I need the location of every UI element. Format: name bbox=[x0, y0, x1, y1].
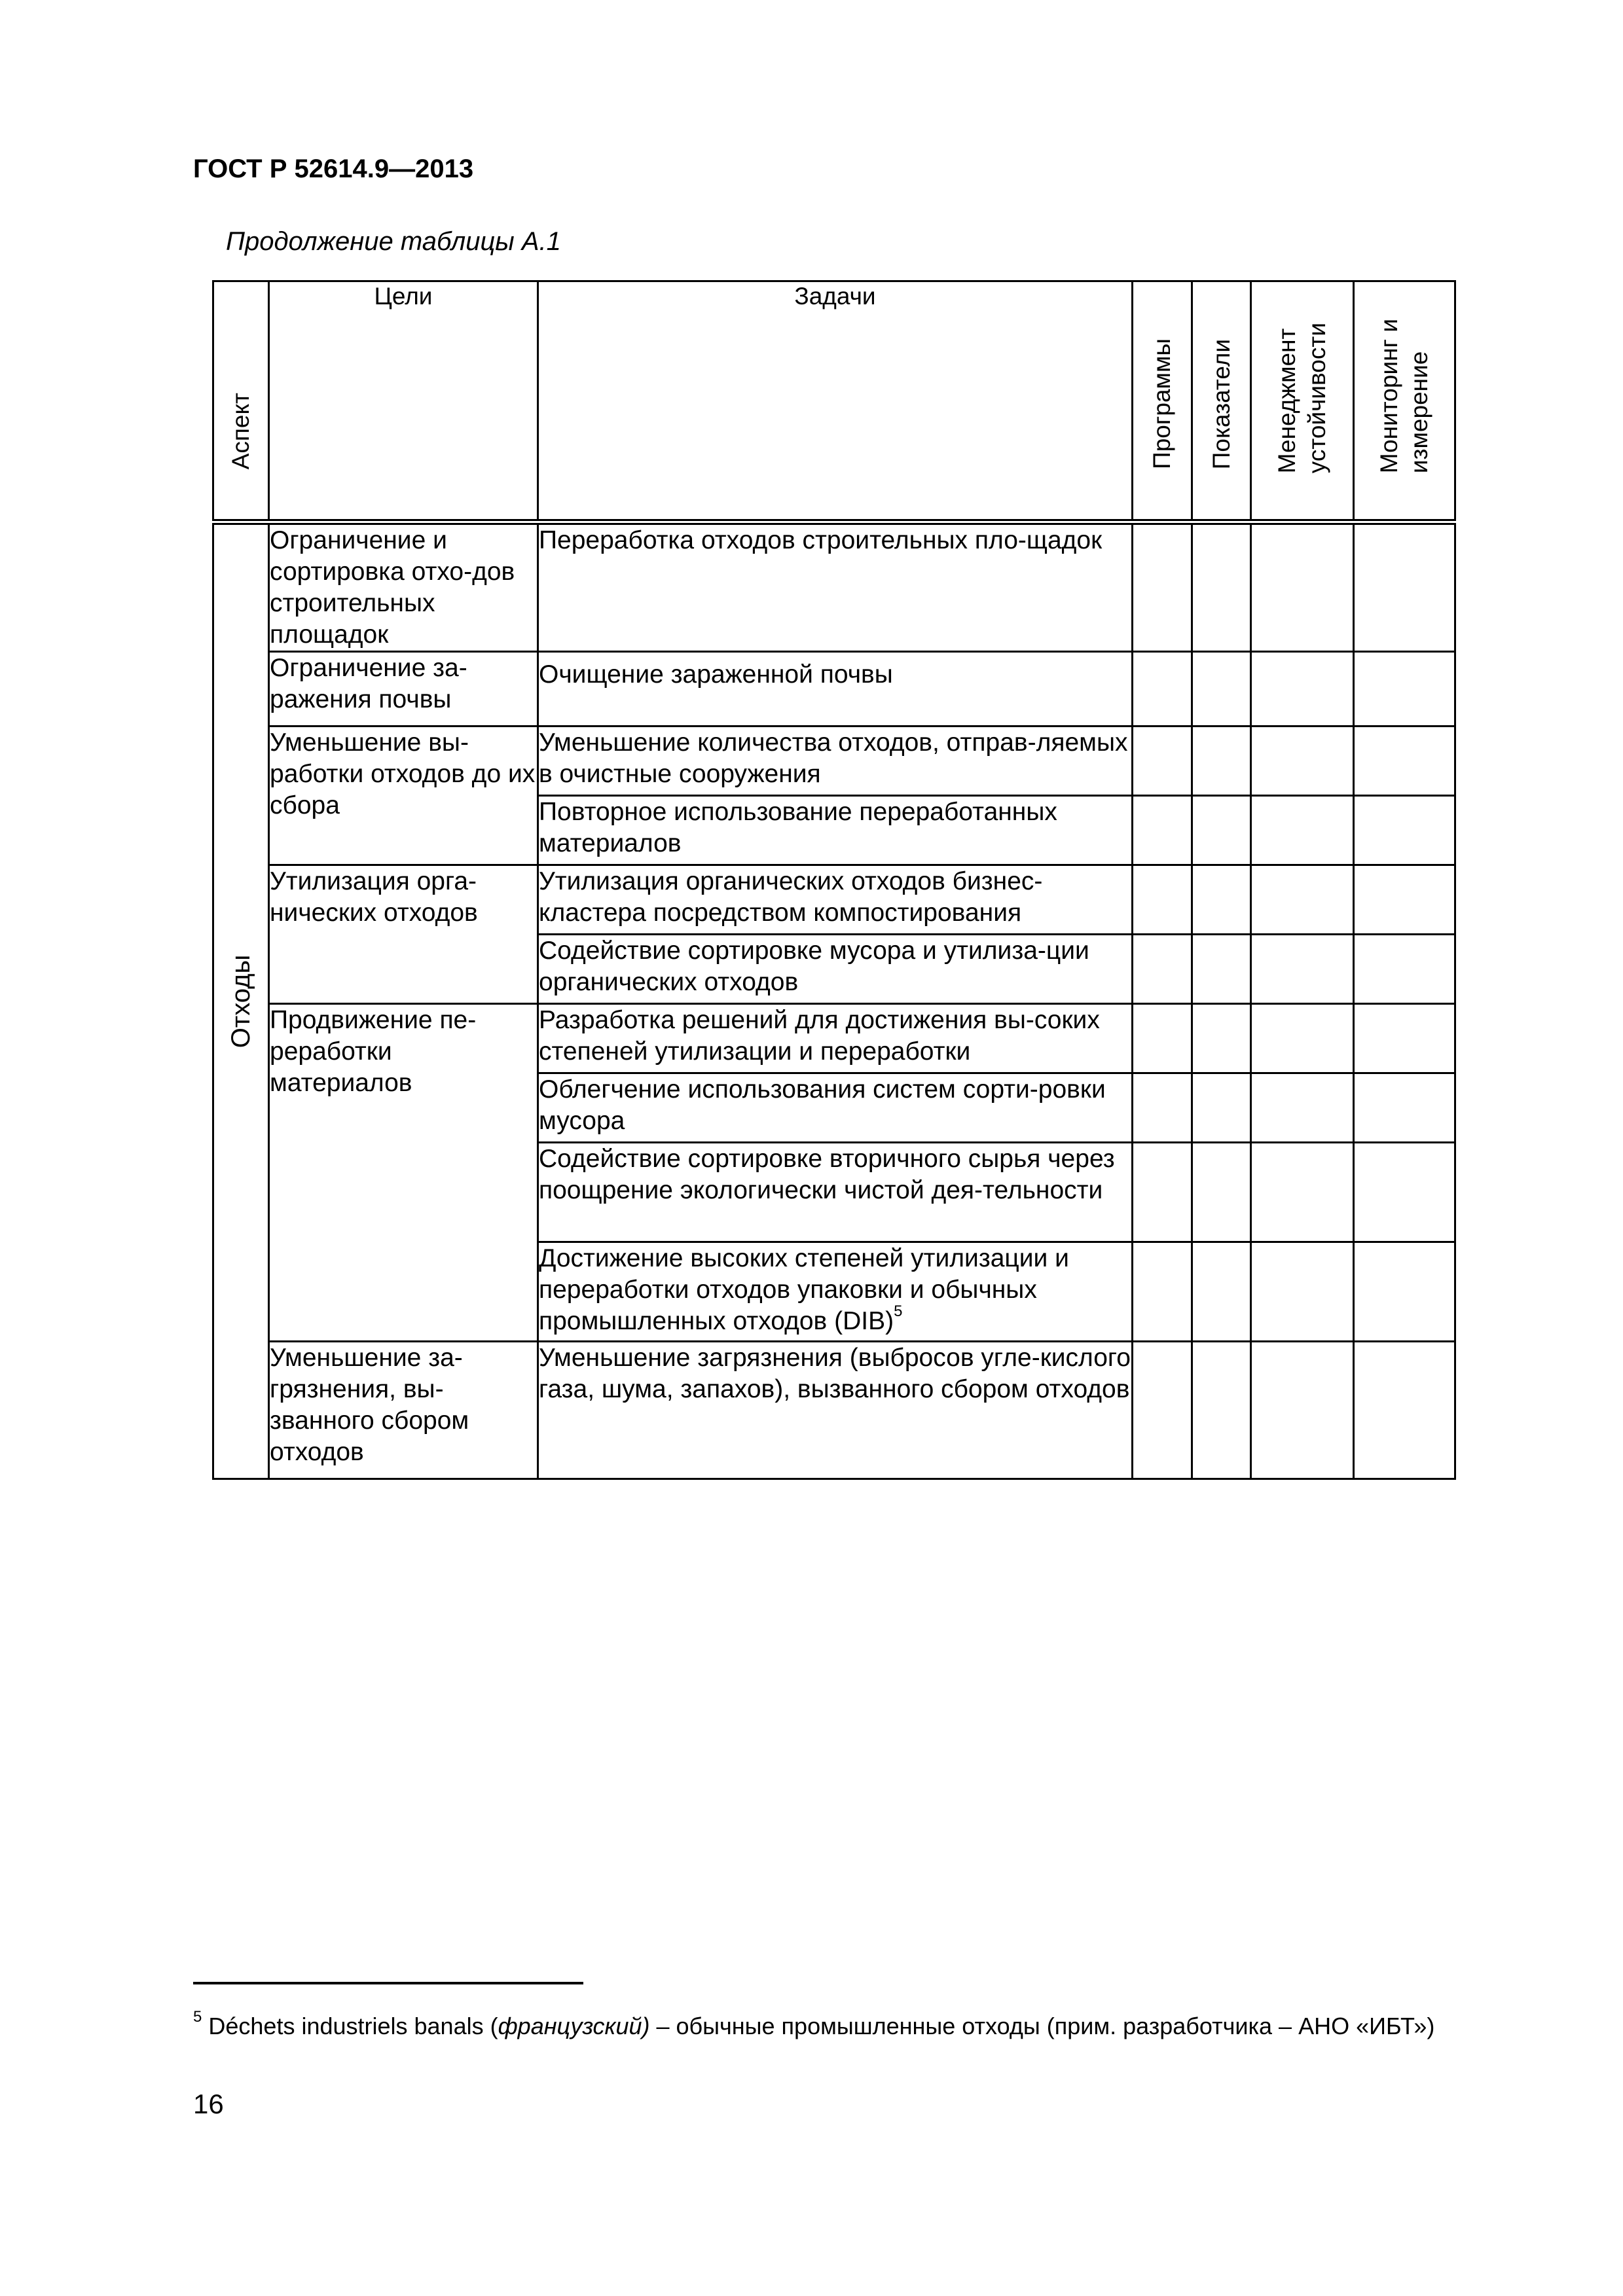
empty-cell bbox=[1133, 1073, 1192, 1143]
footnote-text-after: – обычные промышленные отходы (прим. разработчика – АНО «ИБТ») bbox=[649, 2013, 1435, 2039]
empty-cell bbox=[1133, 652, 1192, 726]
empty-cell bbox=[1133, 865, 1192, 935]
empty-cell bbox=[1192, 796, 1251, 865]
empty-cell bbox=[1354, 1342, 1455, 1479]
header-sustainability-label bbox=[1272, 323, 1332, 473]
empty-cell bbox=[1251, 1143, 1354, 1242]
empty-cell bbox=[1192, 1073, 1251, 1143]
empty-cell bbox=[1133, 522, 1192, 652]
empty-cell bbox=[1354, 865, 1455, 935]
task-cell bbox=[538, 1242, 1133, 1342]
document-code: ГОСТ Р 52614.9—2013 bbox=[193, 154, 474, 183]
empty-cell bbox=[1192, 522, 1251, 652]
table-row bbox=[213, 865, 1455, 935]
empty-cell bbox=[1192, 1242, 1251, 1342]
header-programs-label: Программы bbox=[1148, 338, 1175, 469]
empty-cell bbox=[1192, 652, 1251, 726]
table-row bbox=[213, 1004, 1455, 1073]
header-sustainability-line1: Менеджмент bbox=[1273, 328, 1300, 473]
task-cell: Утилизация органических отходов бизнес-кластера посредством компостирования bbox=[538, 865, 1133, 935]
empty-cell bbox=[1251, 1073, 1354, 1143]
goal-cell: Продвижение пе-реработки материалов bbox=[269, 1004, 538, 1342]
empty-cell bbox=[1192, 1342, 1251, 1479]
footnote bbox=[193, 2008, 1435, 2040]
task-cell: Содействие сортировке вторичного сырья через поощрение экологически чистой дея-тельности bbox=[538, 1143, 1133, 1242]
empty-cell bbox=[1251, 935, 1354, 1004]
empty-cell bbox=[1133, 935, 1192, 1004]
header-programs bbox=[1133, 281, 1192, 522]
goal-cell: Уменьшение за-грязнения, вы-званного сбором отходов bbox=[269, 1342, 538, 1479]
empty-cell bbox=[1251, 1242, 1354, 1342]
aspects-table bbox=[212, 280, 1456, 1480]
table-header-row bbox=[213, 281, 1455, 522]
empty-cell bbox=[1354, 1242, 1455, 1342]
empty-cell bbox=[1192, 726, 1251, 796]
header-monitoring-label bbox=[1374, 319, 1434, 473]
header-monitoring-line2: измерение bbox=[1406, 351, 1432, 473]
page-number: 16 bbox=[193, 2089, 224, 2119]
empty-cell bbox=[1133, 726, 1192, 796]
empty-cell bbox=[1133, 796, 1192, 865]
table-row bbox=[213, 1342, 1455, 1479]
empty-cell bbox=[1354, 1143, 1455, 1242]
footnote-separator bbox=[193, 1982, 583, 1984]
goal-cell: Утилизация орга-нических отходов bbox=[269, 865, 538, 1004]
goal-cell: Ограничение и сортировка отхо-дов строительных площадок bbox=[269, 522, 538, 652]
aspect-value: Отходы bbox=[227, 954, 255, 1049]
empty-cell bbox=[1354, 522, 1455, 652]
table-row bbox=[213, 522, 1455, 652]
header-goals: Цели bbox=[269, 281, 538, 522]
task-text: Достижение высоких степеней утилизации и переработки отходов упаковки и обычных промышленных отходов (DIB) bbox=[539, 1244, 1069, 1335]
empty-cell bbox=[1192, 935, 1251, 1004]
footnote-number: 5 bbox=[193, 2008, 202, 2026]
task-cell: Содействие сортировке мусора и утилиза-ции органических отходов bbox=[538, 935, 1133, 1004]
empty-cell bbox=[1251, 652, 1354, 726]
empty-cell bbox=[1133, 1004, 1192, 1073]
empty-cell bbox=[1192, 1143, 1251, 1242]
table-row bbox=[213, 652, 1455, 726]
footnote-ref: 5 bbox=[894, 1302, 903, 1320]
empty-cell bbox=[1354, 1004, 1455, 1073]
task-cell: Уменьшение количества отходов, отправ-ляемых в очистные сооружения bbox=[538, 726, 1133, 796]
empty-cell bbox=[1251, 865, 1354, 935]
empty-cell bbox=[1192, 1004, 1251, 1073]
empty-cell bbox=[1133, 1143, 1192, 1242]
task-cell: Разработка решений для достижения вы-соких степеней утилизации и переработки bbox=[538, 1004, 1133, 1073]
empty-cell bbox=[1251, 1342, 1354, 1479]
table-caption: Продолжение таблицы А.1 bbox=[226, 227, 561, 256]
empty-cell bbox=[1354, 796, 1455, 865]
empty-cell bbox=[1251, 1004, 1354, 1073]
task-cell: Уменьшение загрязнения (выбросов угле-кислого газа, шума, запахов), вызванного сбором отходов bbox=[538, 1342, 1133, 1479]
footnote-italic: французский) bbox=[498, 2013, 650, 2039]
task-cell: Очищение зараженной почвы bbox=[538, 652, 1133, 726]
empty-cell bbox=[1192, 865, 1251, 935]
empty-cell bbox=[1251, 726, 1354, 796]
task-cell: Повторное использование переработанных материалов bbox=[538, 796, 1133, 865]
task-cell: Переработка отходов строительных пло-щадок bbox=[538, 522, 1133, 652]
goal-cell: Уменьшение вы-работки отходов до их сбора bbox=[269, 726, 538, 865]
header-indicators bbox=[1192, 281, 1251, 522]
task-cell: Облегчение использования систем сорти-ровки мусора bbox=[538, 1073, 1133, 1143]
empty-cell bbox=[1354, 726, 1455, 796]
empty-cell bbox=[1354, 935, 1455, 1004]
header-aspect bbox=[213, 281, 269, 522]
empty-cell bbox=[1133, 1242, 1192, 1342]
footnote-text-before: Déchets industriels banals ( bbox=[208, 2013, 498, 2039]
header-monitoring bbox=[1354, 281, 1455, 522]
header-aspect-label: Аспект bbox=[227, 392, 254, 469]
aspect-cell bbox=[213, 522, 269, 1479]
table-row bbox=[213, 726, 1455, 796]
empty-cell bbox=[1133, 1342, 1192, 1479]
empty-cell bbox=[1354, 652, 1455, 726]
header-sustainability bbox=[1251, 281, 1354, 522]
header-sustainability-line2: устойчивости bbox=[1304, 322, 1330, 473]
header-monitoring-line1: Мониторинг и bbox=[1376, 318, 1402, 473]
goal-cell: Ограничение за-ражения почвы bbox=[269, 652, 538, 726]
empty-cell bbox=[1354, 1073, 1455, 1143]
empty-cell bbox=[1251, 522, 1354, 652]
header-indicators-label: Показатели bbox=[1207, 338, 1235, 469]
header-tasks: Задачи bbox=[538, 281, 1133, 522]
empty-cell bbox=[1251, 796, 1354, 865]
